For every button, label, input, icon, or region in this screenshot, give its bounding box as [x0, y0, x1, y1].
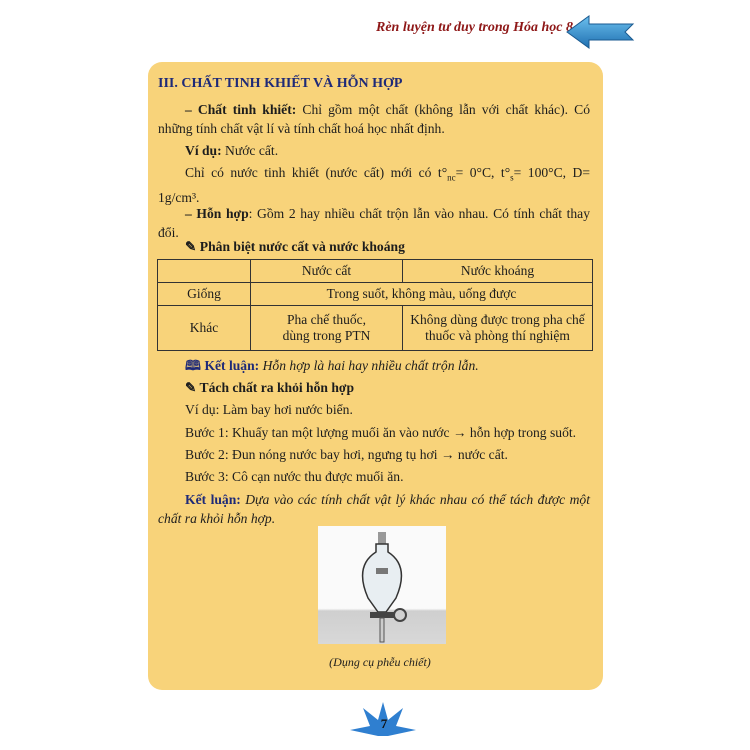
- table-row: [158, 283, 593, 306]
- section-title: III. CHẤT TINH KHIẾT VÀ HỖN HỢP: [158, 76, 403, 91]
- step-3: Bước 3: Cô cạn nước thu được muối ăn.: [185, 469, 404, 484]
- sub-nc: nc: [447, 172, 456, 183]
- cell-line: Pha chế thuốc,: [286, 312, 367, 327]
- table-row: [158, 306, 593, 351]
- example-label: Ví dụ:: [185, 143, 222, 158]
- table-header: Nước cất: [251, 260, 403, 283]
- pure-substance-paragraph: [158, 100, 590, 138]
- cell-line: Không dùng được trong pha chế: [410, 312, 585, 327]
- separatory-funnel-image: [318, 526, 446, 644]
- table-cell: [251, 306, 403, 351]
- conclusion-text: Dựa vào các tính chất vật lý khác nhau có thể tách được một chất ra khỏi hỗn hợp.: [158, 492, 590, 526]
- book-title: Rèn luyện tư duy trong Hóa học 8: [376, 20, 574, 35]
- back-arrow-icon: [565, 14, 635, 50]
- separation-heading: [158, 378, 590, 397]
- figure-caption: (Dụng cụ phễu chiết): [329, 655, 431, 669]
- table-cell: [403, 306, 593, 351]
- step-1: Bước 1: Khuấy tan một lượng muối ăn vào nước → hỗn hợp trong suốt.: [185, 425, 577, 440]
- pure-text: Chỉ gồm một chất (không lẫn với chất khác). Có những tính chất vật lí và tính chất hoá học nhất định.: [158, 102, 590, 136]
- water-text: = 100°C, D= 1g/cm³.: [158, 165, 591, 205]
- conclusion-1: [158, 356, 590, 375]
- sub-s: s: [510, 172, 514, 183]
- pure-label: – Chất tinh khiết:: [185, 102, 297, 117]
- distilled-water-paragraph: [158, 163, 590, 207]
- example-text: Nước cất.: [221, 143, 279, 158]
- separation-heading-text: Tách chất ra khỏi hỗn hợp: [199, 380, 355, 395]
- table-header-row: [158, 260, 593, 283]
- mixture-text: : Gồm 2 hay nhiều chất trộn lẫn vào nhau. Có tính chất thay đổi.: [158, 206, 591, 240]
- conclusion-2: [158, 490, 590, 528]
- example-paragraph: [158, 141, 590, 160]
- mixture-label: – Hỗn hợp: [185, 206, 249, 221]
- compare-heading-text: Phân biệt nước cất và nước khoáng: [199, 239, 405, 254]
- page-number: 7: [380, 716, 388, 731]
- separatory-funnel-icon: [318, 526, 446, 644]
- table-cell: Trong suốt, không màu, uống được: [251, 283, 593, 306]
- conclusion-text: Hỗn hợp là hai hay nhiều chất trộn lẫn.: [259, 358, 479, 373]
- table-cell: Giống: [158, 283, 251, 306]
- water-text: = 0°C, t°: [455, 165, 511, 180]
- compare-heading: [158, 237, 590, 256]
- cell-line: dùng trong PTN: [282, 328, 371, 343]
- table-header: [158, 260, 251, 283]
- step-2: Bước 2: Đun nóng nước bay hơi, ngưng tụ hơi → nước cất.: [185, 447, 508, 462]
- conclusion-label: Kết luận:: [185, 492, 241, 507]
- cell-line: thuốc và phòng thí nghiệm: [425, 328, 570, 343]
- book-icon: 🕮: [185, 358, 205, 373]
- table-header: Nước khoáng: [403, 260, 593, 283]
- comparison-table: [157, 259, 593, 351]
- pencil-icon: ✎: [185, 239, 200, 254]
- table-cell: Khác: [158, 306, 251, 351]
- water-text: Chỉ có nước tinh khiết (nước cất) mới có t°: [185, 165, 448, 180]
- conclusion-label: Kết luận:: [204, 358, 260, 373]
- pencil-icon: ✎: [185, 380, 200, 395]
- separation-example: Ví dụ: Làm bay hơi nước biển.: [185, 402, 353, 417]
